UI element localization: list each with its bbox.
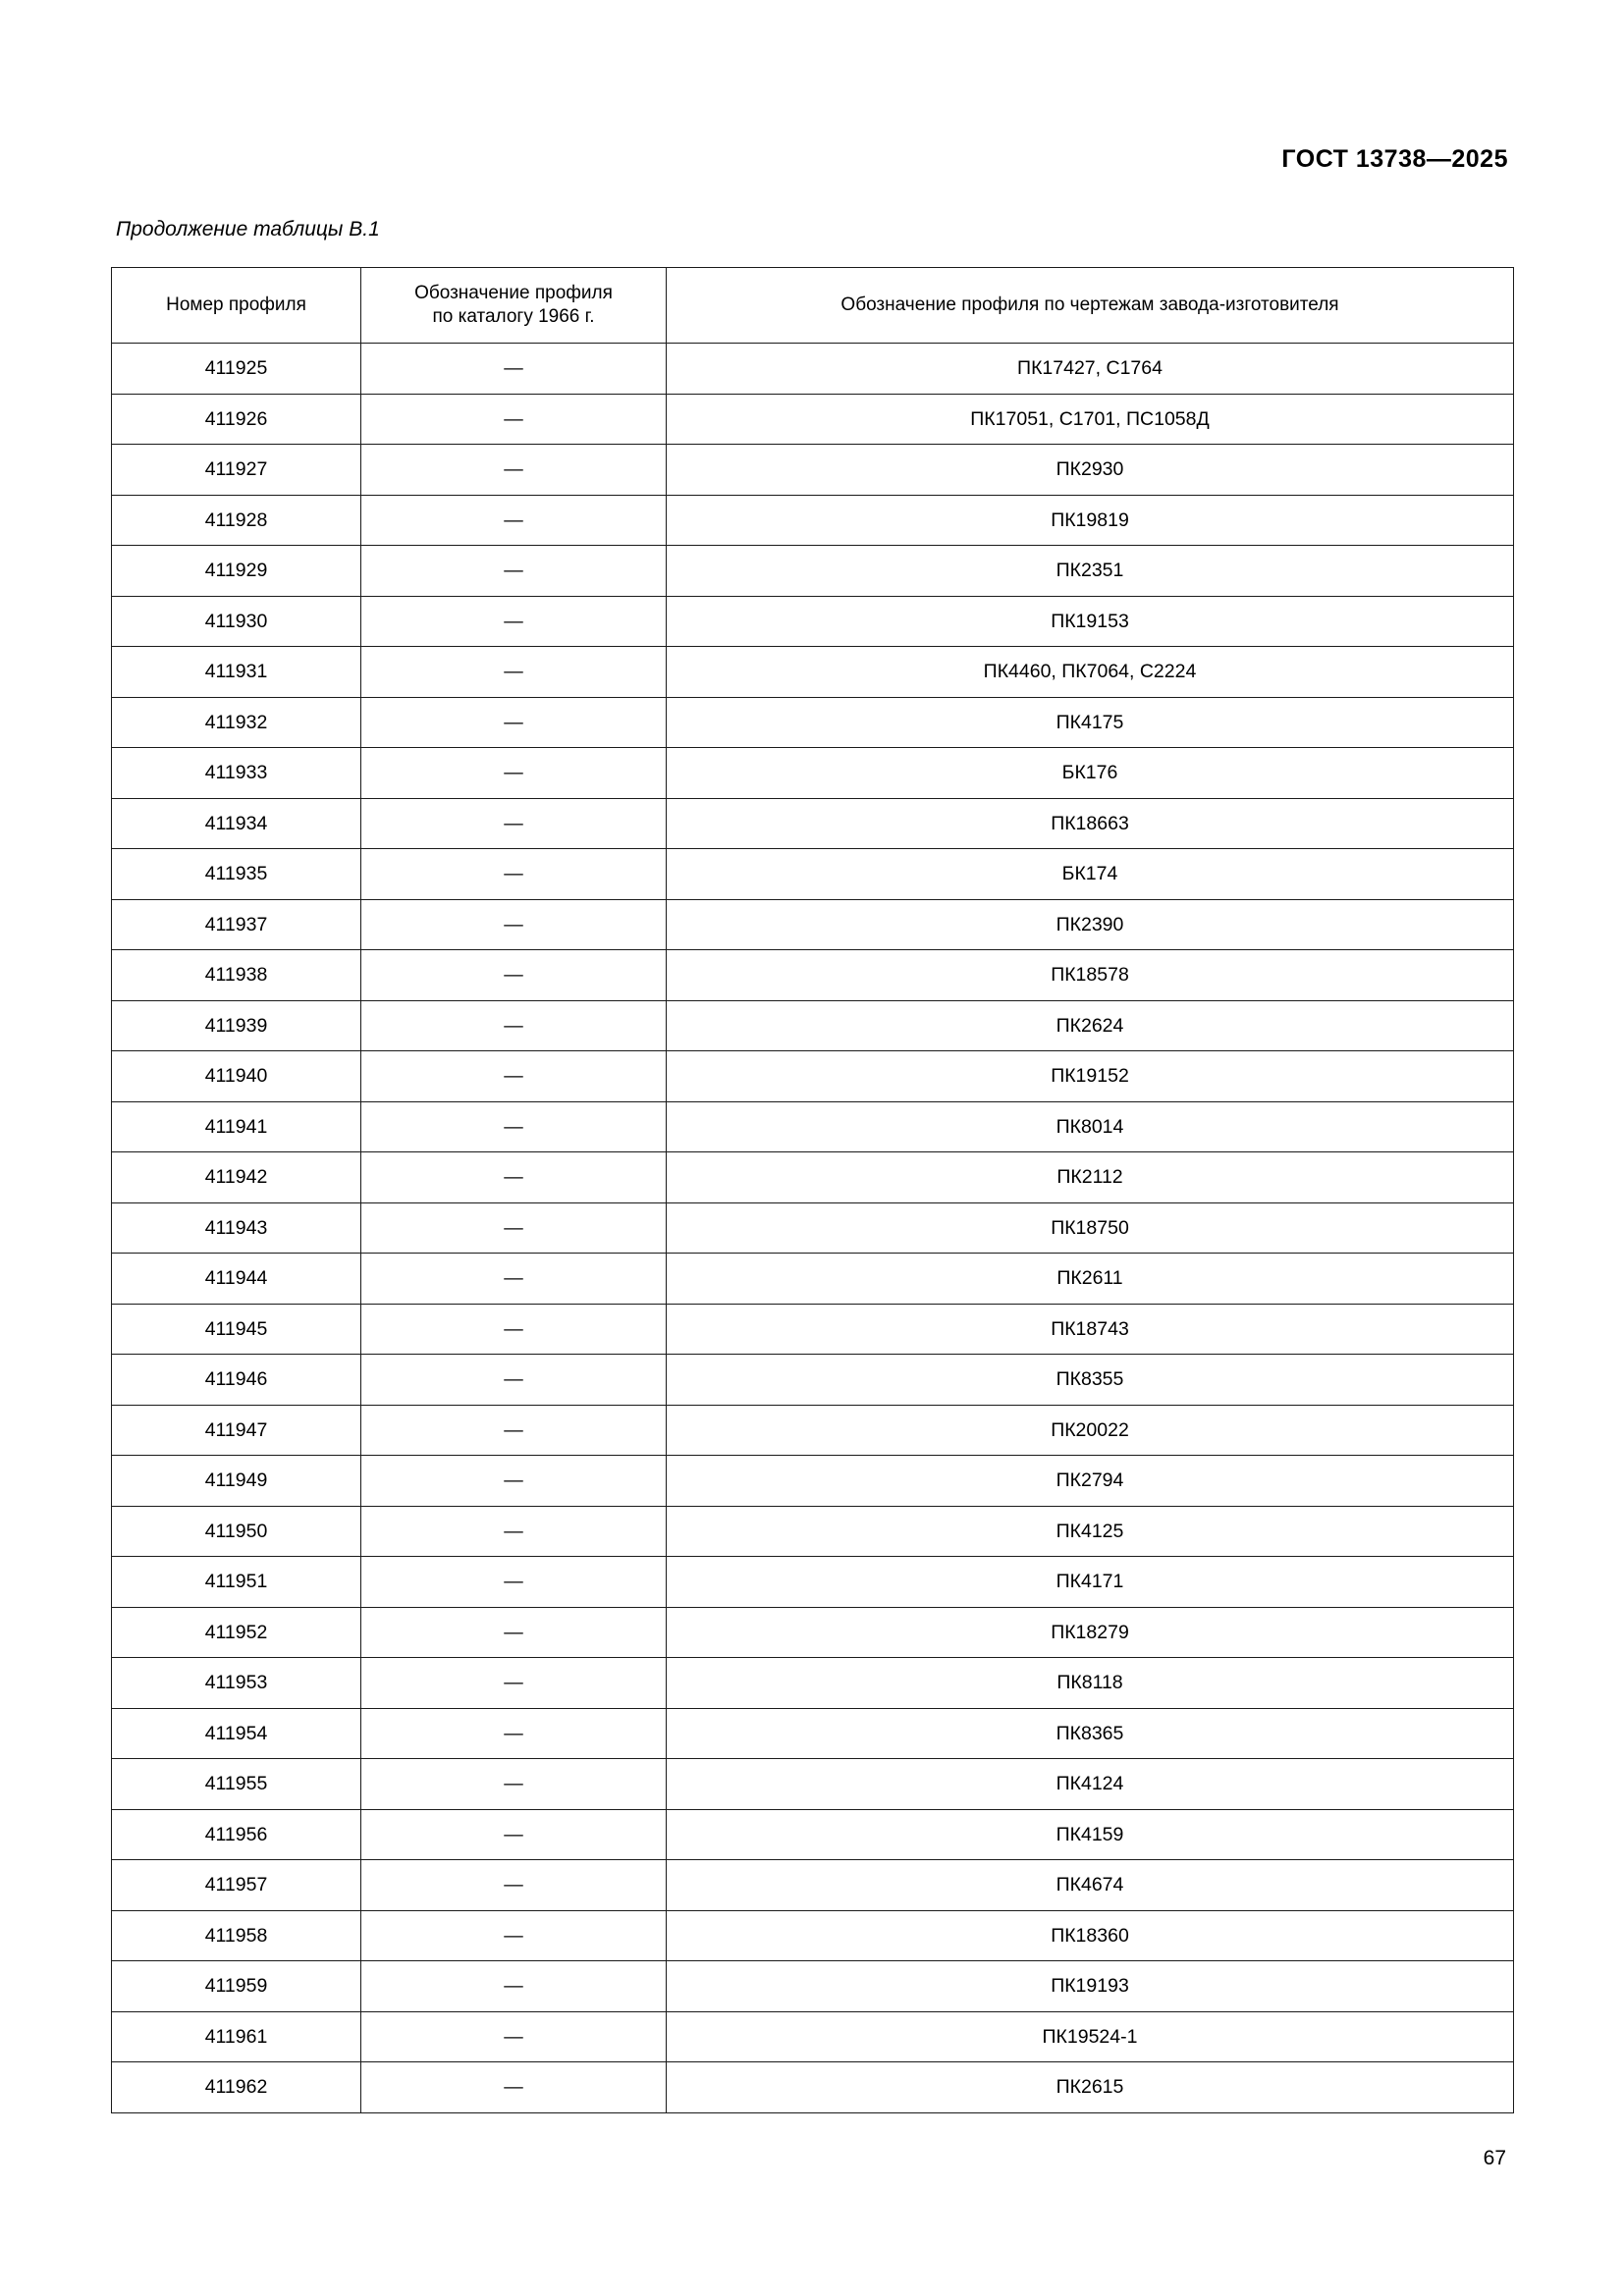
cell-profile-number: 411932 [112,697,361,748]
cell-manufacturer-drawing-designation: ПК18360 [667,1910,1514,1961]
cell-catalog-designation: — [361,1000,667,1051]
cell-profile-number: 411941 [112,1101,361,1152]
cell-manufacturer-drawing-designation: ПК8365 [667,1708,1514,1759]
cell-catalog-designation: — [361,445,667,496]
cell-profile-number: 411929 [112,546,361,597]
cell-profile-number: 411950 [112,1506,361,1557]
cell-profile-number: 411945 [112,1304,361,1355]
cell-catalog-designation: — [361,1304,667,1355]
table-row [112,1607,1514,1658]
cell-manufacturer-drawing-designation: ПК20022 [667,1405,1514,1456]
cell-catalog-designation: — [361,344,667,395]
table-row [112,798,1514,849]
column-header-catalog-designation-line1: Обозначение профиля [414,283,613,304]
cell-profile-number: 411959 [112,1961,361,2012]
cell-profile-number: 411962 [112,2062,361,2113]
table-row [112,1708,1514,1759]
table-row [112,748,1514,799]
cell-manufacturer-drawing-designation: ПК19819 [667,495,1514,546]
column-header-profile-number-line1: Номер профиля [166,294,306,316]
cell-manufacturer-drawing-designation: ПК19193 [667,1961,1514,2012]
table-row [112,445,1514,496]
cell-catalog-designation: — [361,849,667,900]
cell-catalog-designation: — [361,1202,667,1254]
cell-profile-number: 411949 [112,1456,361,1507]
cell-manufacturer-drawing-designation: ПК2930 [667,445,1514,496]
cell-profile-number: 411938 [112,950,361,1001]
table-row [112,1910,1514,1961]
table-row [112,1506,1514,1557]
cell-manufacturer-drawing-designation: ПК4171 [667,1557,1514,1608]
cell-catalog-designation: — [361,950,667,1001]
table-row [112,495,1514,546]
cell-manufacturer-drawing-designation: ПК4125 [667,1506,1514,1557]
cell-profile-number: 411947 [112,1405,361,1456]
table-row [112,1355,1514,1406]
cell-manufacturer-drawing-designation: ПК2112 [667,1152,1514,1203]
cell-catalog-designation: — [361,697,667,748]
cell-manufacturer-drawing-designation: ПК2615 [667,2062,1514,2113]
column-header-manufacturer-drawing-designation-line1: Обозначение профиля по чертежам завода-изготовителя [840,294,1339,316]
cell-catalog-designation: — [361,1708,667,1759]
table-row [112,1202,1514,1254]
table-row [112,2011,1514,2062]
profiles-table [111,267,1514,2113]
cell-manufacturer-drawing-designation: ПК4674 [667,1860,1514,1911]
table-row [112,596,1514,647]
cell-catalog-designation: — [361,2062,667,2113]
cell-profile-number: 411939 [112,1000,361,1051]
cell-profile-number: 411954 [112,1708,361,1759]
table-row [112,1101,1514,1152]
table-row [112,1557,1514,1608]
cell-manufacturer-drawing-designation: ПК18750 [667,1202,1514,1254]
cell-manufacturer-drawing-designation: ПК2611 [667,1254,1514,1305]
cell-manufacturer-drawing-designation: ПК18279 [667,1607,1514,1658]
cell-profile-number: 411955 [112,1759,361,1810]
cell-catalog-designation: — [361,748,667,799]
cell-manufacturer-drawing-designation: ПК17051, С1701, ПС1058Д [667,394,1514,445]
cell-catalog-designation: — [361,1152,667,1203]
cell-profile-number: 411943 [112,1202,361,1254]
cell-catalog-designation: — [361,1961,667,2012]
cell-profile-number: 411953 [112,1658,361,1709]
table-row [112,899,1514,950]
page-number: 67 [1483,2147,1506,2169]
table-row [112,1254,1514,1305]
table-row [112,1000,1514,1051]
cell-manufacturer-drawing-designation: ПК8355 [667,1355,1514,1406]
table-row [112,1405,1514,1456]
table-row [112,394,1514,445]
cell-profile-number: 411937 [112,899,361,950]
cell-catalog-designation: — [361,1557,667,1608]
cell-manufacturer-drawing-designation: ПК19152 [667,1051,1514,1102]
cell-catalog-designation: — [361,1809,667,1860]
cell-profile-number: 411935 [112,849,361,900]
column-header-profile-number [112,268,361,344]
table-row [112,1304,1514,1355]
cell-manufacturer-drawing-designation: ПК4175 [667,697,1514,748]
cell-catalog-designation: — [361,1254,667,1305]
cell-profile-number: 411952 [112,1607,361,1658]
cell-catalog-designation: — [361,1860,667,1911]
cell-manufacturer-drawing-designation: ПК4460, ПК7064, С2224 [667,647,1514,698]
cell-profile-number: 411951 [112,1557,361,1608]
table-row [112,1658,1514,1709]
table-header-row [112,268,1514,344]
cell-catalog-designation: — [361,495,667,546]
cell-profile-number: 411958 [112,1910,361,1961]
cell-profile-number: 411944 [112,1254,361,1305]
cell-manufacturer-drawing-designation: ПК2624 [667,1000,1514,1051]
table-caption: Продолжение таблицы В.1 [116,218,380,240]
cell-catalog-designation: — [361,1506,667,1557]
table-body [112,344,1514,2113]
table-row [112,1456,1514,1507]
cell-profile-number: 411942 [112,1152,361,1203]
cell-profile-number: 411930 [112,596,361,647]
cell-profile-number: 411933 [112,748,361,799]
cell-manufacturer-drawing-designation: БК174 [667,849,1514,900]
cell-profile-number: 411934 [112,798,361,849]
table-row [112,950,1514,1001]
cell-manufacturer-drawing-designation: ПК4159 [667,1809,1514,1860]
cell-catalog-designation: — [361,899,667,950]
cell-profile-number: 411946 [112,1355,361,1406]
table-row [112,546,1514,597]
cell-catalog-designation: — [361,1051,667,1102]
cell-manufacturer-drawing-designation: ПК2390 [667,899,1514,950]
cell-manufacturer-drawing-designation: ПК18578 [667,950,1514,1001]
cell-catalog-designation: — [361,1759,667,1810]
cell-manufacturer-drawing-designation: ПК19524-1 [667,2011,1514,2062]
cell-catalog-designation: — [361,1658,667,1709]
cell-catalog-designation: — [361,1405,667,1456]
cell-catalog-designation: — [361,2011,667,2062]
column-header-manufacturer-drawing-designation [667,268,1514,344]
cell-catalog-designation: — [361,546,667,597]
table-row [112,1051,1514,1102]
cell-manufacturer-drawing-designation: ПК19153 [667,596,1514,647]
cell-manufacturer-drawing-designation: ПК2351 [667,546,1514,597]
cell-profile-number: 411926 [112,394,361,445]
cell-manufacturer-drawing-designation: ПК18663 [667,798,1514,849]
table-row [112,344,1514,395]
cell-catalog-designation: — [361,394,667,445]
cell-manufacturer-drawing-designation: ПК8118 [667,1658,1514,1709]
cell-manufacturer-drawing-designation: ПК4124 [667,1759,1514,1810]
cell-catalog-designation: — [361,1456,667,1507]
cell-profile-number: 411927 [112,445,361,496]
cell-profile-number: 411961 [112,2011,361,2062]
table-row [112,697,1514,748]
cell-catalog-designation: — [361,1607,667,1658]
table-row [112,2062,1514,2113]
cell-profile-number: 411931 [112,647,361,698]
cell-manufacturer-drawing-designation: БК176 [667,748,1514,799]
cell-manufacturer-drawing-designation: ПК8014 [667,1101,1514,1152]
table-row [112,647,1514,698]
table-row [112,1860,1514,1911]
cell-catalog-designation: — [361,647,667,698]
document-header-standard: ГОСТ 13738—2025 [1281,145,1508,173]
cell-profile-number: 411925 [112,344,361,395]
cell-catalog-designation: — [361,1355,667,1406]
table-row [112,1759,1514,1810]
table-row [112,849,1514,900]
table-row [112,1961,1514,2012]
cell-profile-number: 411957 [112,1860,361,1911]
profiles-table-container [111,267,1513,2113]
cell-manufacturer-drawing-designation: ПК18743 [667,1304,1514,1355]
cell-manufacturer-drawing-designation: ПК2794 [667,1456,1514,1507]
cell-profile-number: 411928 [112,495,361,546]
cell-catalog-designation: — [361,1910,667,1961]
cell-catalog-designation: — [361,798,667,849]
table-row [112,1152,1514,1203]
table-row [112,1809,1514,1860]
cell-profile-number: 411940 [112,1051,361,1102]
column-header-catalog-designation [361,268,667,344]
cell-profile-number: 411956 [112,1809,361,1860]
cell-manufacturer-drawing-designation: ПК17427, С1764 [667,344,1514,395]
cell-catalog-designation: — [361,1101,667,1152]
column-header-catalog-designation-line2: по каталогу 1966 г. [432,306,595,327]
table-head [112,268,1514,344]
cell-catalog-designation: — [361,596,667,647]
